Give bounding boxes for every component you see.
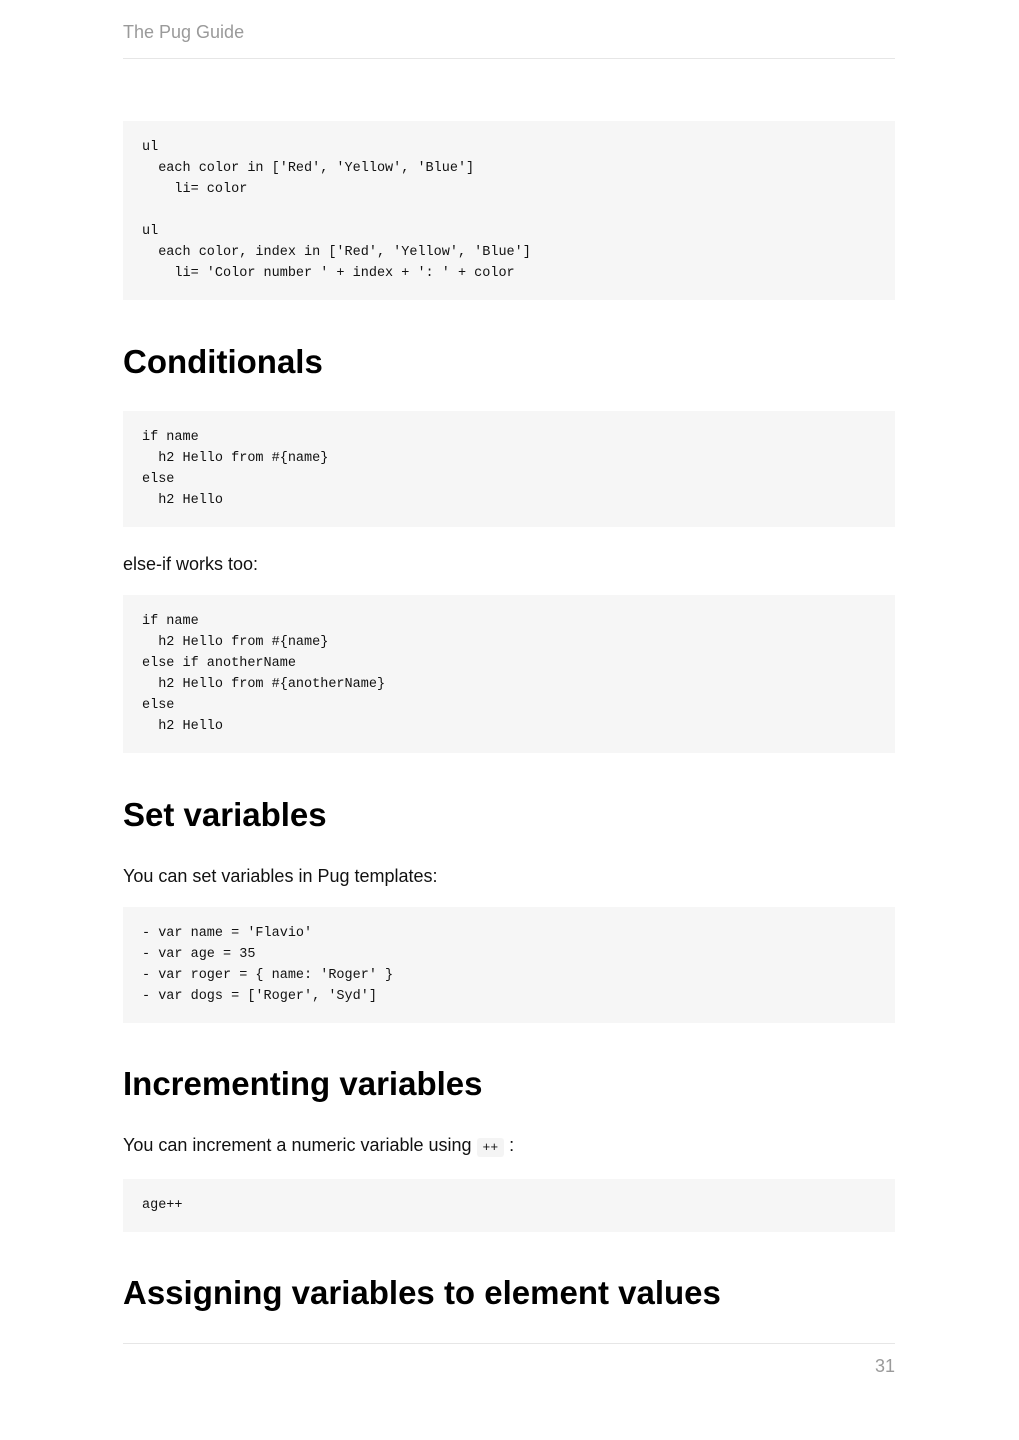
increment-text-before: You can increment a numeric variable using bbox=[123, 1135, 477, 1155]
code-block-increment: age++ bbox=[123, 1179, 895, 1232]
code-block-each: ul each color in ['Red', 'Yellow', 'Blue'] li= color ul each color, index in ['Red', 'Yellow', 'Blue'] li= 'Color number ' + index + ': ' + color bbox=[123, 121, 895, 300]
code-block-if: if name h2 Hello from #{name} else h2 Hello bbox=[123, 411, 895, 527]
header-divider bbox=[123, 58, 895, 59]
heading-incrementing: Incrementing variables bbox=[123, 1065, 483, 1102]
heading-conditionals: Conditionals bbox=[123, 343, 323, 380]
code-block-elseif: if name h2 Hello from #{name} else if anotherName h2 Hello from #{anotherName} else h2 Hello bbox=[123, 595, 895, 753]
paragraph-elseif: else-if works too: bbox=[123, 554, 259, 574]
footer-divider bbox=[123, 1343, 895, 1344]
code-block-vars: - var name = 'Flavio' - var age = 35 - var roger = { name: 'Roger' } - var dogs = ['Roger', 'Syd'] bbox=[123, 907, 895, 1023]
page-number: 31 bbox=[874, 1356, 895, 1376]
paragraph-increment bbox=[123, 1133, 895, 1160]
inline-code-increment: ++ bbox=[477, 1138, 505, 1157]
paragraph-set-variables: You can set variables in Pug templates: bbox=[123, 866, 438, 886]
heading-set-variables: Set variables bbox=[123, 796, 327, 833]
running-header: The Pug Guide bbox=[123, 22, 245, 42]
page-content bbox=[123, 121, 895, 1313]
increment-text-after: : bbox=[504, 1135, 515, 1155]
heading-assigning: Assigning variables to element values bbox=[123, 1274, 721, 1311]
